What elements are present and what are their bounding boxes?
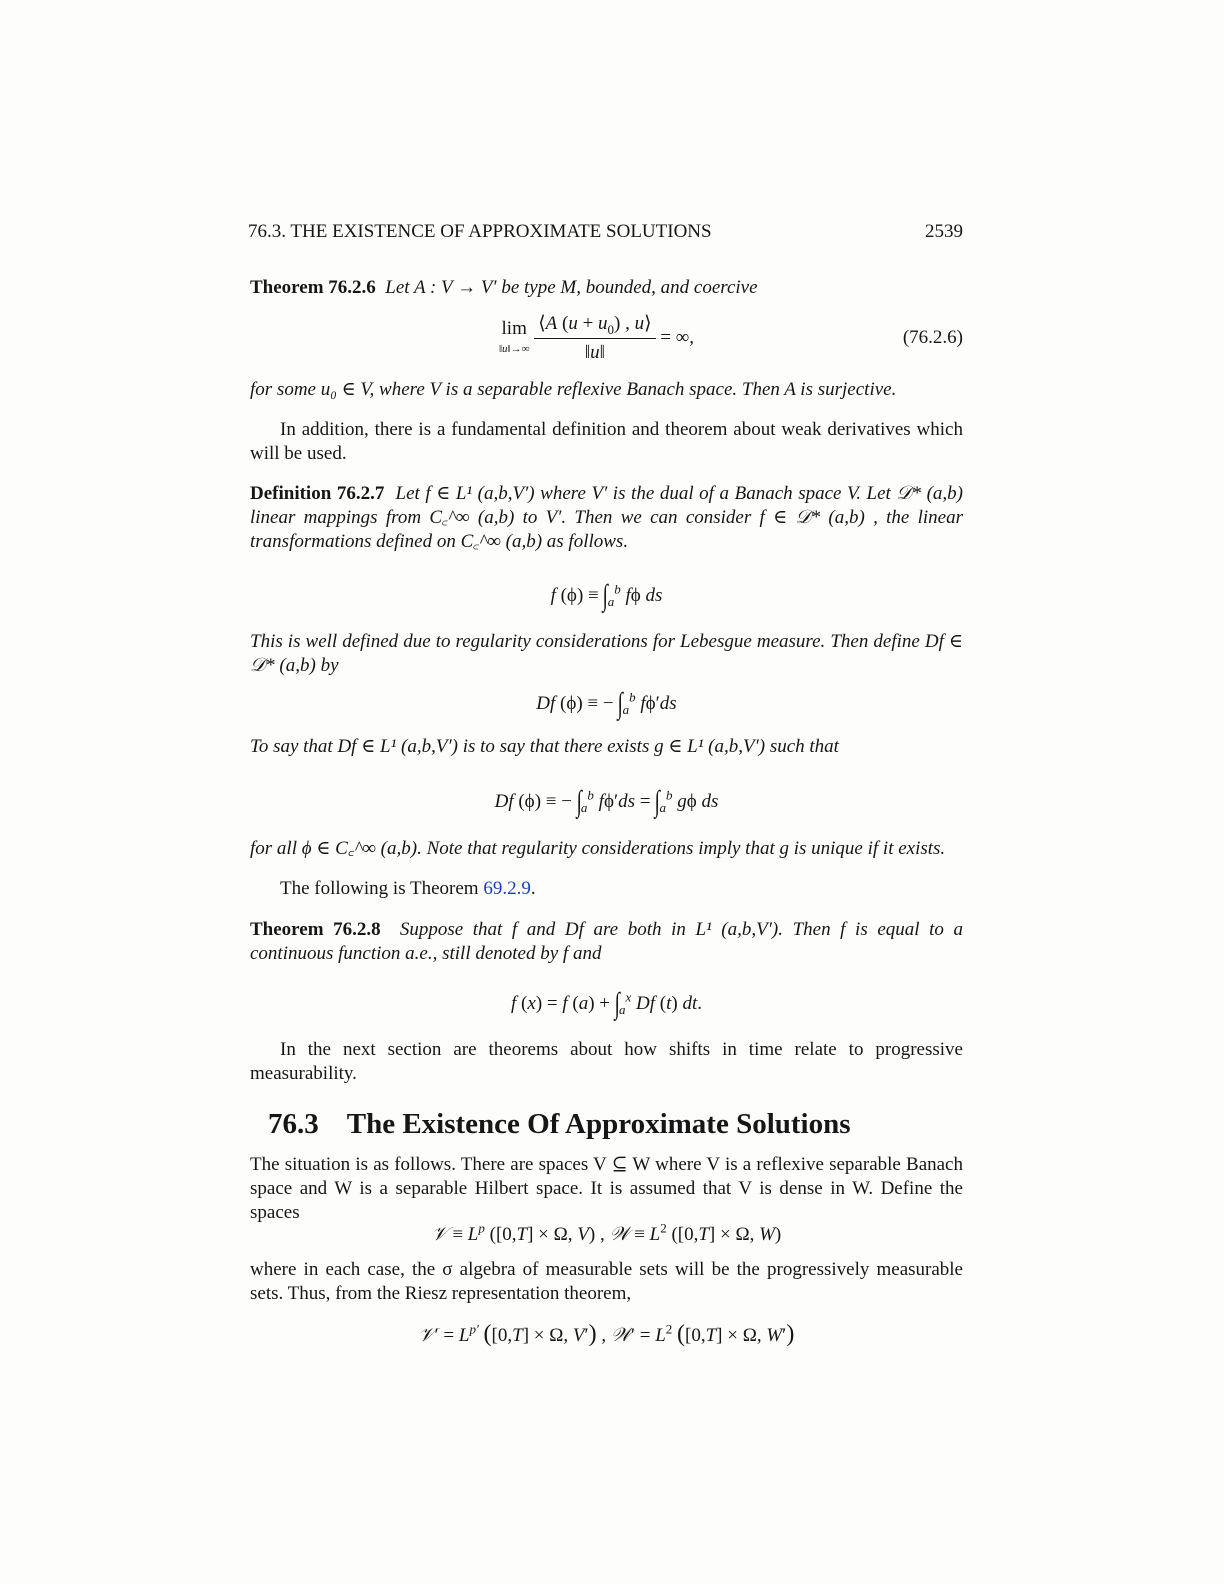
equation-f-x: f (x) = f $(a) + \int_a^x$ Df (t) dt. <box>511 987 702 1020</box>
paragraph-sigma-algebra: where in each case, the σ algebra of measurable sets will be the progressively measurable sets. Thus, from the Riesz representation theorem, <box>250 1259 963 1304</box>
following-prefix: The following is Theorem <box>280 878 479 899</box>
definition-label: Definition 76.2.7 <box>250 483 385 504</box>
theorem-76-2-6-conclusion: for some u₀ ∈ V, where V is a separable reflexive Banach space. Then A is surjective. <box>250 379 897 400</box>
theorem-text-2: Suppose that f and Df are both in L¹ (a,b,V′). Then f is equal to a continuous function a.e., still denoted by f and <box>250 919 964 964</box>
page-number: 2539 <box>925 221 963 242</box>
theorem-76-2-8 <box>250 918 963 966</box>
definition-text-4: for all ϕ ∈ C꜀^∞ (a,b). Note that regularity considerations imply that g is unique if it exists. <box>250 838 946 859</box>
theorem-text: Let A : V → V′ be type M, bounded, and coercive <box>385 277 758 298</box>
definition-76-2-7 <box>250 482 963 554</box>
paragraph-weak-derivatives: In addition, there is a fundamental definition and theorem about weak derivatives which will be used. <box>250 419 963 464</box>
equation-df-g: Df (ϕ) ≡ − $\int_a^b$ $f\phi'ds = \int_a^b$ gϕ ds <box>494 785 719 818</box>
paragraph-next-section: In the next section are theorems about how shifts in time relate to progressive measurability. <box>250 1039 963 1084</box>
following-suffix: . <box>530 878 536 899</box>
paragraph-situation: The situation is as follows. There are spaces V ⊆ W where V is a reflexive separable Banach space and W is a separable Hilbert space. It is assumed that V is dense in W. Define the spaces <box>250 1154 963 1223</box>
definition-text-2: This is well defined due to regularity considerations for Lebesgue measure. Then define Df ∈ 𝒟* (a,b) by <box>250 631 963 676</box>
paragraph-following <box>250 877 963 901</box>
section-title: The Existence Of Approximate Solutions <box>346 1108 851 1140</box>
section-number: 76.3 <box>268 1108 319 1140</box>
equation-dual-spaces: 𝒱′ = $L^{p'}$ ([0,T] × Ω, V′) , 𝒲′ = $L^2$ ([0,T] × Ω, W′) <box>418 1321 795 1347</box>
section-heading <box>268 1106 851 1142</box>
theorem-label: Theorem 76.2.6 <box>250 277 376 298</box>
theorem-label-2: Theorem 76.2.8 <box>250 919 381 940</box>
equation-f-phi: f $(\phi) \equiv \int_a^b$ fϕ ds <box>550 579 663 612</box>
equation-number: (76.2.6) <box>902 327 963 348</box>
theorem-76-2-6-statement <box>250 276 963 300</box>
equation-76-2-6 <box>250 312 963 364</box>
running-header <box>248 220 963 244</box>
equation-df-phi: Df (ϕ) ≡ − $\int_a^b$ fϕ′ds <box>536 687 677 720</box>
definition-text-3: To say that Df ∈ L¹ (a,b,V′) is to say that there exists g ∈ L¹ (a,b,V′) such that <box>250 736 839 757</box>
equation-body: lim ‖u‖→∞ $\frac{⟨A (u + u_0) , u⟩}{‖u‖}$ = ∞, <box>498 313 695 363</box>
definition-text-1: Let f ∈ L¹ (a,b,V′) where V′ is the dual of a Banach space V. Let 𝒟* (a,b) linear mappings from C꜀^∞ (a,b) to V′. Then we can consider f ∈ 𝒟* (a,b) , the linear transformations defined on C꜀^∞ (a,b) as follows. <box>250 483 964 552</box>
running-title: 76.3. THE EXISTENCE OF APPROXIMATE SOLUTIONS <box>248 221 712 242</box>
theorem-reference-link[interactable]: 69.2.9 <box>483 878 531 899</box>
equation-spaces: 𝒱 ≡ $L^p$ ([0,T] × Ω, V) , 𝒲 ≡ $L^2$ ([0,T] × Ω, W) <box>431 1220 782 1245</box>
